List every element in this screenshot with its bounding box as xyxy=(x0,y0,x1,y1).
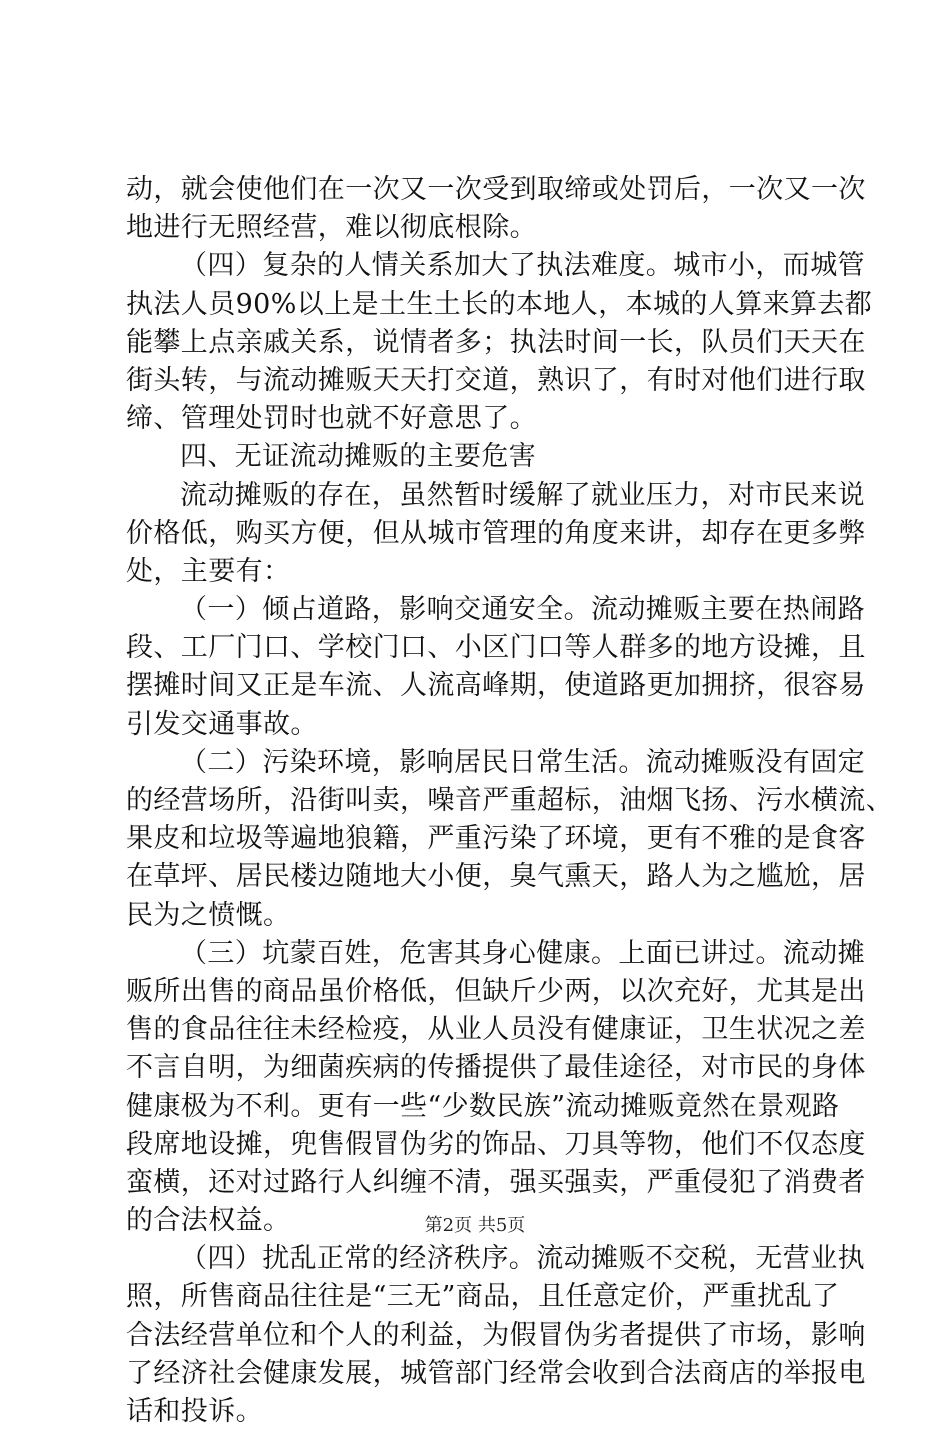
text-line: 健康极为不利。更有一些“少数民族”流动摊贩竟然在景观路 xyxy=(126,1090,840,1122)
document-body xyxy=(126,171,894,1431)
text-line: 摆摊时间又正是车流、人流高峰期，使道路更加拥挤，很容易 xyxy=(126,670,866,702)
text-line: 果皮和垃圾等遍地狼籍，严重污染了环境，更有不雅的是食客 xyxy=(126,823,866,855)
text-line: 处，主要有： xyxy=(126,555,291,587)
text-line: 执法人员90%以上是土生土长的本地人，本城的人算来算去都 xyxy=(126,288,873,320)
text-line: （二）污染环境，影响居民日常生活。流动摊贩没有固定 xyxy=(180,746,865,778)
text-line: 民为之愤慨。 xyxy=(126,899,291,931)
text-line: 动，就会使他们在一次又一次受到取缔或处罚后，一次又一次 xyxy=(126,174,866,205)
text-line: 话和投诉。 xyxy=(126,1396,263,1427)
text-line: 四、无证流动摊贩的主要危害 xyxy=(180,441,537,473)
text-line: 段、工厂门口、学校门口、小区门口等人群多的地方设摊，且 xyxy=(126,632,866,664)
text-line: （一）倾占道路，影响交通安全。流动摊贩主要在热闹路 xyxy=(180,594,865,626)
text-line: 不言自明，为细菌疾病的传播提供了最佳途径，对市民的身体 xyxy=(126,1052,866,1084)
text-line: 蛮横，还对过路行人纠缠不清，强买强卖，严重侵犯了消费者 xyxy=(126,1166,866,1198)
text-line: 的合法权益。 xyxy=(126,1205,291,1237)
text-line: 贩所出售的商品虽价格低，但缺斤少两，以次充好，尤其是出 xyxy=(126,975,866,1007)
text-line: （三）坑蒙百姓，危害其身心健康。上面已讲过。流动摊 xyxy=(180,937,865,969)
text-line: 售的食品往往未经检疫，从业人员没有健康证，卫生状况之差 xyxy=(126,1014,866,1046)
text-line: 缔、管理处罚时也就不好意思了。 xyxy=(126,403,537,435)
text-line: 在草坪、居民楼边随地大小便，臭气熏天，路人为之尴尬，居 xyxy=(126,861,866,893)
text-line: 照，所售商品往往是“三无”商品，且任意定价，严重扰乱了 xyxy=(126,1281,840,1313)
text-line: 流动摊贩的存在，虽然暂时缓解了就业压力，对市民来说 xyxy=(180,479,865,511)
page-number: 第2页 共5页 xyxy=(424,1215,526,1236)
text-line: 价格低，购买方便，但从城市管理的角度来讲，却存在更多弊 xyxy=(126,517,866,549)
text-line: （四）复杂的人情关系加大了执法难度。城市小，而城管 xyxy=(180,250,865,282)
text-line: 段席地设摊，兜售假冒伪劣的饰品、刀具等物，他们不仅态度 xyxy=(126,1128,866,1160)
text-line: 街头转，与流动摊贩天天打交道，熟识了，有时对他们进行取 xyxy=(126,364,866,396)
text-line: 的经营场所，沿街叫卖，噪音严重超标，油烟飞扬、污水横流、 xyxy=(126,785,894,816)
page-footer xyxy=(0,1214,950,1238)
text-line: 地进行无照经营，难以彻底根除。 xyxy=(126,212,537,244)
text-line: （四）扰乱正常的经济秩序。流动摊贩不交税，无营业执 xyxy=(180,1243,865,1275)
text-line: 引发交通事故。 xyxy=(126,708,318,740)
text-line: 了经济社会健康发展，城管部门经常会收到合法商店的举报电 xyxy=(126,1357,866,1389)
text-line: 合法经营单位和个人的利益，为假冒伪劣者提供了市场，影响 xyxy=(126,1319,866,1351)
text-line: 能攀上点亲戚关系，说情者多；执法时间一长，队员们天天在 xyxy=(126,326,866,358)
